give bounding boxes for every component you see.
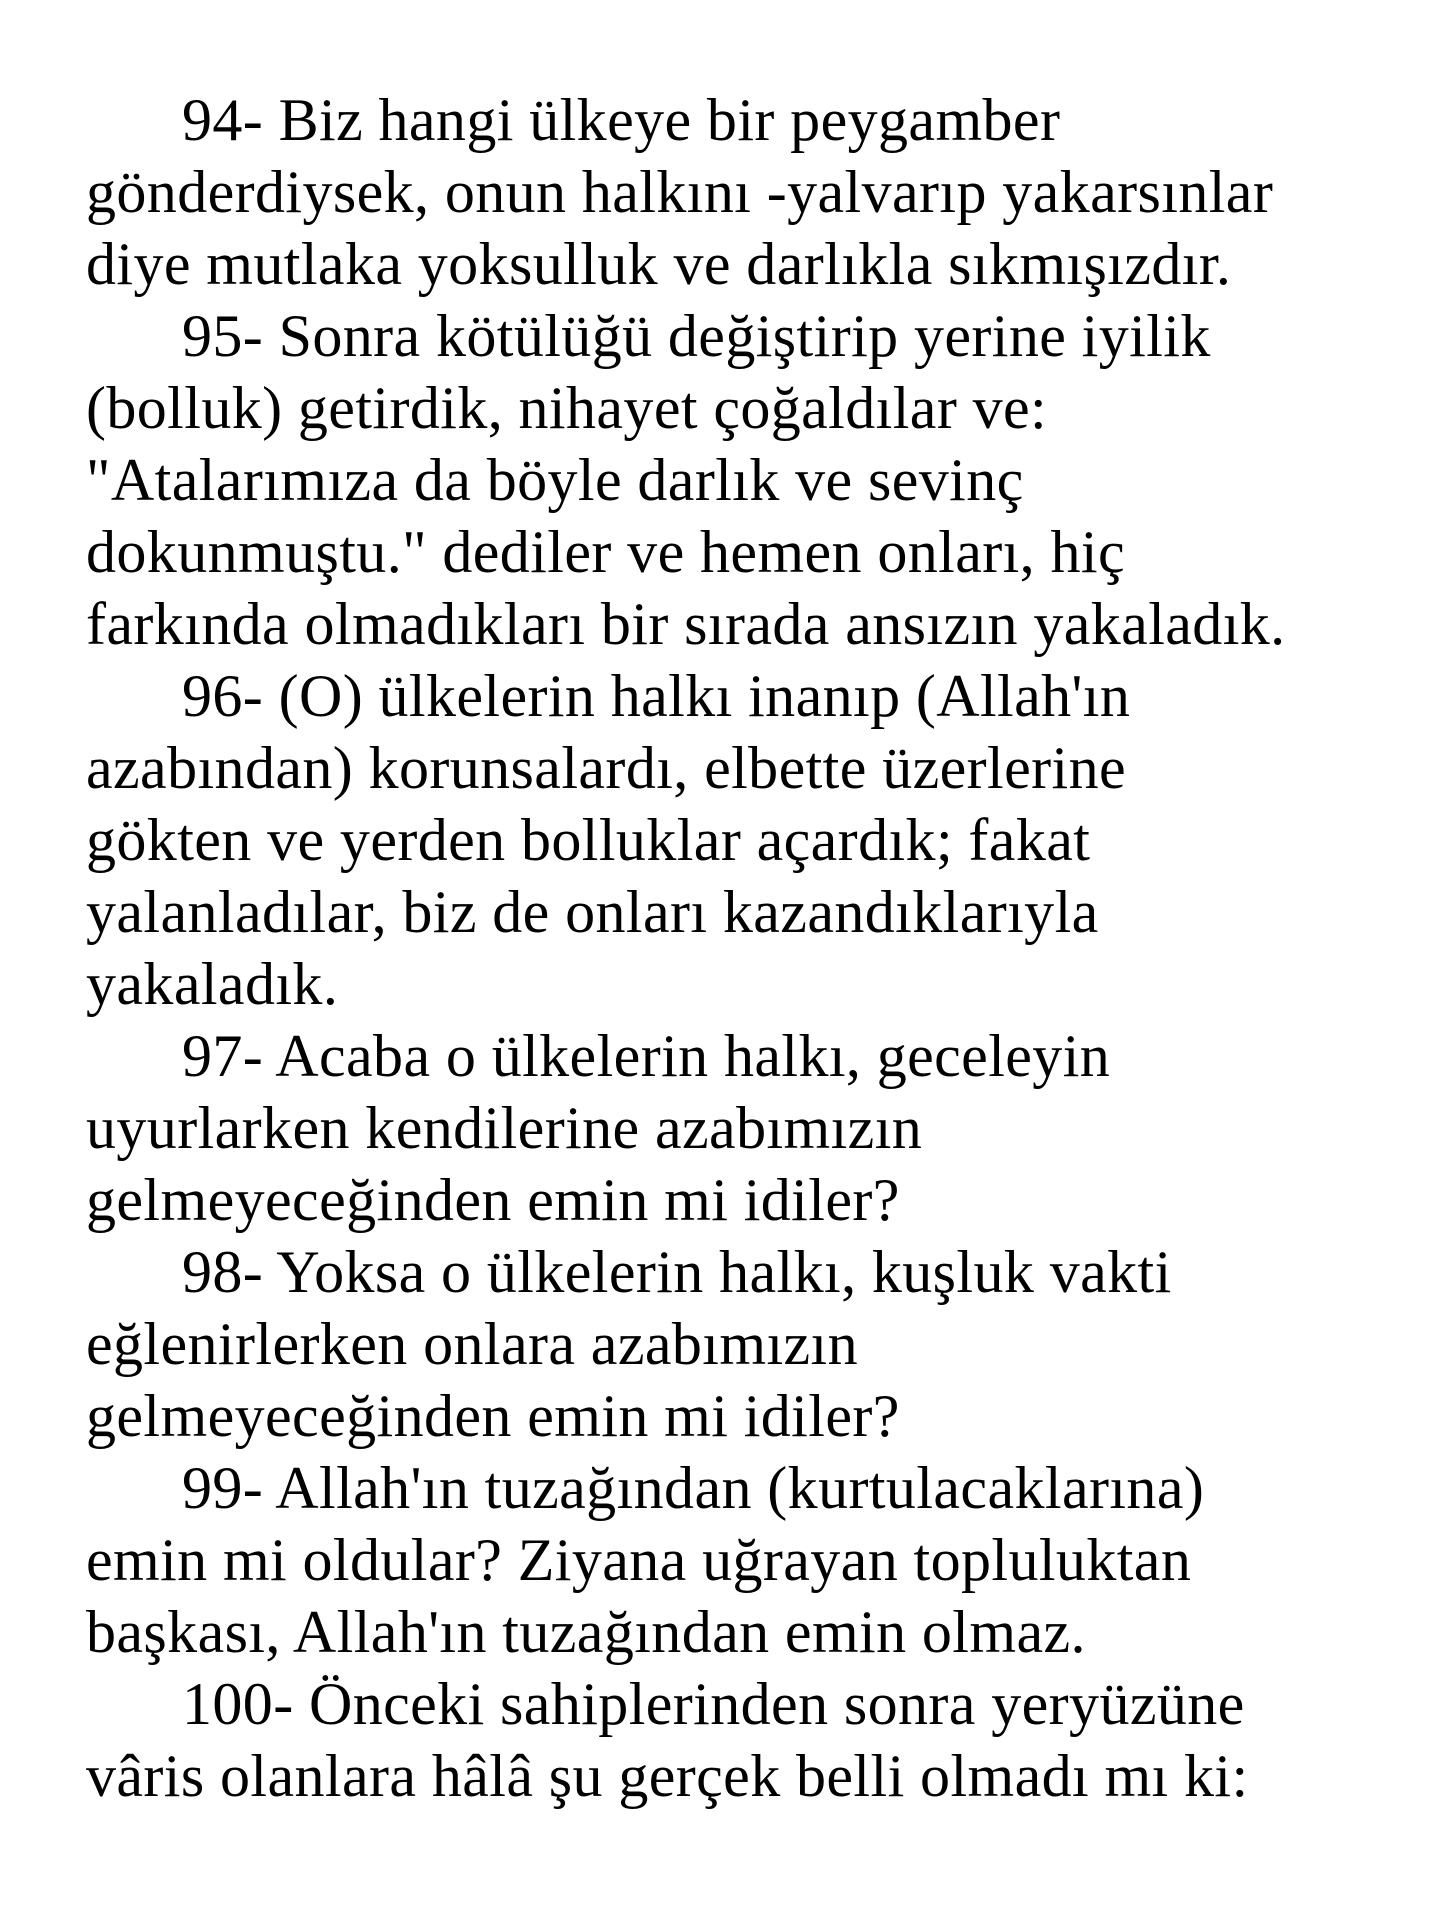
text-line: gelmeyeceğinden emin mi idiler? (86, 1167, 900, 1233)
text-line: "Atalarımıza da böyle darlık ve sevinç (86, 447, 1024, 513)
text-line: azabından) korunsalardı, elbette üzerlerine (86, 735, 1127, 801)
text-line: uyurlarken kendilerine azabımızın (86, 1095, 923, 1161)
document-page (86, 84, 1406, 1812)
text-line: 97- Acaba o ülkelerin halkı, geceleyin (182, 1023, 1111, 1089)
text-line: eğlenirlerken onlara azabımızın (86, 1311, 859, 1377)
text-line: 99- Allah'ın tuzağından (kurtulacaklarına) (182, 1455, 1205, 1521)
text-line: 96- (O) ülkelerin halkı inanıp (Allah'ın (182, 663, 1131, 729)
text-line: vâris olanlara hâlâ şu gerçek belli olmadı mı ki: (86, 1743, 1249, 1809)
text-line: emin mi oldular? Ziyana uğrayan topluluktan (86, 1527, 1192, 1593)
text-line: (bolluk) getirdik, nihayet çoğaldılar ve: (86, 375, 1048, 441)
text-line: 94- Biz hangi ülkeye bir peygamber (182, 87, 1061, 153)
text-line: 98- Yoksa o ülkelerin halkı, kuşluk vakti (182, 1239, 1172, 1305)
text-line: yakaladık. (86, 951, 339, 1017)
text-line: gökten ve yerden bolluklar açardık; fakat (86, 807, 1091, 873)
text-line: gelmeyeceğinden emin mi idiler? (86, 1383, 900, 1449)
text-line: farkında olmadıkları bir sırada ansızın yakaladık. (86, 591, 1286, 657)
text-line: 95- Sonra kötülüğü değiştirip yerine iyilik (182, 303, 1211, 369)
text-line: gönderdiysek, onun halkını -yalvarıp yakarsınlar (86, 159, 1274, 225)
text-line: diye mutlaka yoksulluk ve darlıkla sıkmışızdır. (86, 231, 1232, 297)
text-line: yalanladılar, biz de onları kazandıklarıyla (86, 879, 1099, 945)
text-line: 100- Önceki sahiplerinden sonra yeryüzüne (182, 1671, 1245, 1737)
text-line: başkası, Allah'ın tuzağından emin olmaz. (86, 1599, 1086, 1665)
text-line: dokunmuştu." dediler ve hemen onları, hiç (86, 519, 1125, 585)
